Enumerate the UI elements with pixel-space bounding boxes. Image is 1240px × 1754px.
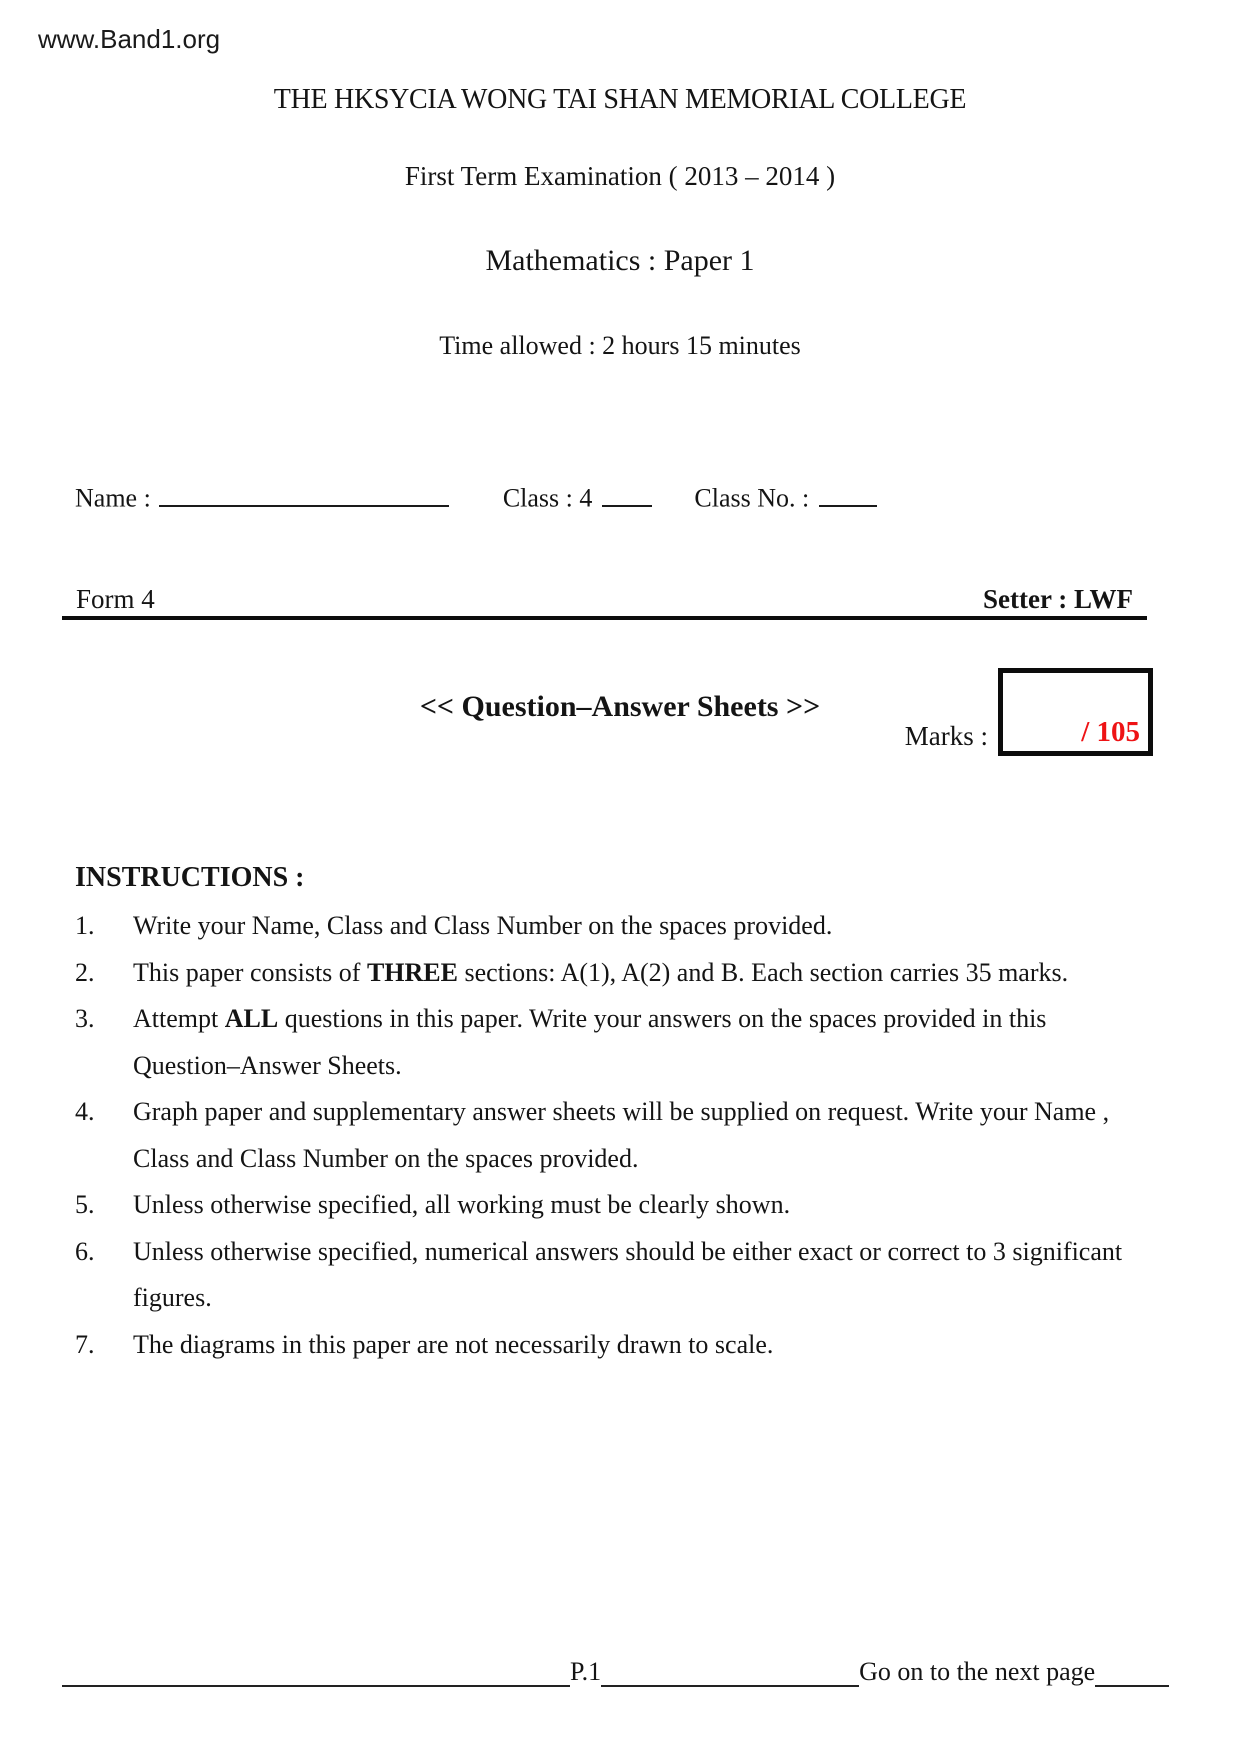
instruction-text: This paper consists of THREE sections: A(1), A(2) and B. Each section carries 35 marks.	[133, 957, 1069, 987]
instruction-number	[75, 1043, 133, 1090]
instruction-text: Question–Answer Sheets.	[133, 1050, 402, 1080]
instruction-text: The diagrams in this paper are not necessarily drawn to scale.	[133, 1329, 774, 1359]
student-info-row	[75, 478, 877, 514]
instruction-number: 5.	[75, 1190, 95, 1219]
instruction-text: Unless otherwise specified, all working must be clearly shown.	[133, 1190, 791, 1219]
marks-label: Marks :	[904, 721, 988, 751]
instruction-line	[75, 950, 1185, 997]
next-page-label: Go on to the next page	[859, 1657, 1096, 1686]
form-label: Form 4	[76, 584, 155, 614]
instruction-line	[75, 903, 1185, 950]
name-blank	[159, 478, 449, 507]
instruction-line	[75, 1322, 1185, 1369]
exam-title: First Term Examination ( 2013 – 2014 )	[404, 161, 836, 191]
instruction-line	[75, 1089, 1185, 1136]
instruction-line	[75, 996, 1185, 1043]
instruction-number	[75, 1275, 133, 1322]
paper-title: Mathematics : Paper 1	[485, 244, 755, 277]
instruction-text: Attempt ALL questions in this paper. Write your answers on the spaces provided in this	[133, 1004, 1047, 1033]
instruction-line	[75, 1043, 1185, 1090]
instruction-text: Unless otherwise specified, numerical answers should be either exact or correct to 3 significant	[133, 1236, 1123, 1266]
instruction-text: Class and Class Number on the spaces provided.	[133, 1143, 639, 1173]
instruction-number: 1.	[75, 911, 95, 940]
instruction-line	[75, 1136, 1185, 1183]
instruction-number: 2.	[75, 957, 95, 987]
instruction-number	[75, 1136, 133, 1183]
instructions-list	[75, 903, 1185, 1368]
footer	[62, 1659, 1172, 1687]
class-blank	[602, 478, 652, 507]
instruction-line	[75, 1229, 1185, 1276]
footer-line-right	[1095, 1659, 1169, 1687]
footer-line-middle	[601, 1659, 859, 1687]
instructions-title: INSTRUCTIONS :	[75, 862, 305, 893]
footer-line-left	[62, 1659, 570, 1687]
question-answer-sheets-heading: << Question–Answer Sheets >>	[419, 690, 821, 723]
page-number: P.1	[570, 1657, 602, 1686]
time-allowed: Time allowed : 2 hours 15 minutes	[439, 331, 801, 360]
instruction-text: figures.	[133, 1283, 212, 1312]
instruction-text: Write your Name, Class and Class Number on the spaces provided.	[133, 911, 833, 940]
class-no-label: Class No. :	[694, 483, 810, 513]
class-no-blank	[819, 478, 877, 507]
college-name: THE HKSYCIA WONG TAI SHAN MEMORIAL COLLEGE	[273, 84, 967, 115]
site-url: www.Band1.org	[38, 24, 221, 54]
instruction-number: 3.	[75, 1004, 95, 1033]
name-label: Name :	[75, 483, 151, 513]
instruction-text: Graph paper and supplementary answer sheets will be supplied on request. Write your Name ,	[133, 1097, 1110, 1126]
instruction-line	[75, 1275, 1185, 1322]
instruction-number: 7.	[75, 1329, 95, 1359]
instruction-number: 4.	[75, 1097, 95, 1126]
class-label: Class : 4	[502, 483, 593, 513]
setter-label: Setter : LWF	[983, 584, 1133, 614]
marks-box	[998, 668, 1153, 756]
marks-value: / 105	[1081, 716, 1140, 748]
instruction-number: 6.	[75, 1236, 95, 1266]
instruction-line	[75, 1182, 1185, 1229]
form-setter-row	[62, 584, 1147, 620]
